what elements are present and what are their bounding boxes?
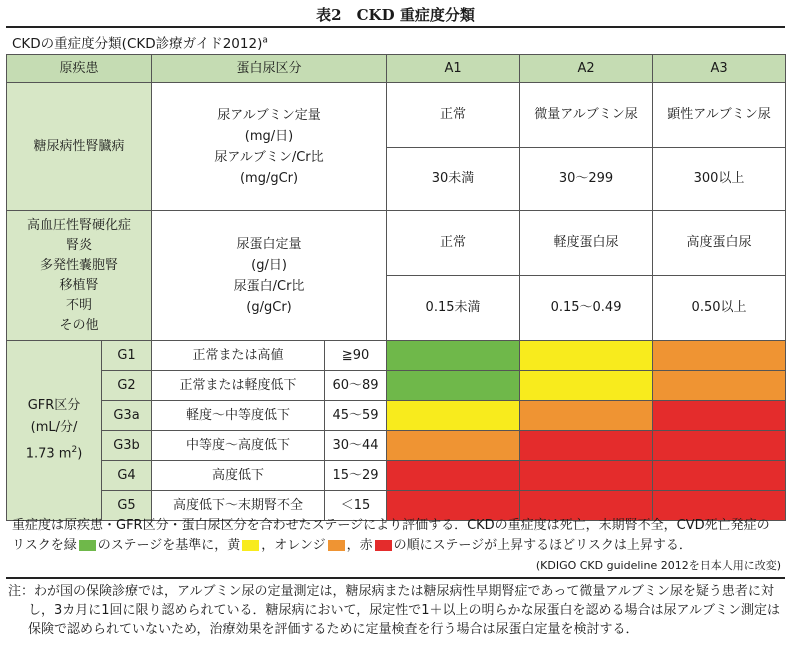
- header-a3: A3: [653, 55, 786, 83]
- diabetes-a1-label: 正常: [387, 83, 520, 148]
- header-a2: A2: [520, 55, 653, 83]
- explanation-text: [12, 516, 782, 556]
- gfr-grade: G5: [102, 491, 152, 521]
- header-cause: 原疾患: [7, 55, 152, 83]
- risk-cell-orange: [653, 371, 786, 401]
- diabetes-a3-label: 顕性アルブミン尿: [653, 83, 786, 148]
- other-a3-label: 高度蛋白尿: [653, 211, 786, 276]
- header-a1: A1: [387, 55, 520, 83]
- risk-cell-orange: [387, 431, 520, 461]
- gfr-grade: G1: [102, 341, 152, 371]
- gfr-grade: G3a: [102, 401, 152, 431]
- gfr-range: ≧90: [325, 341, 387, 371]
- gfr-range: 60～89: [325, 371, 387, 401]
- cause-line: その他: [59, 317, 99, 333]
- cause-line: 腎炎: [66, 237, 93, 253]
- yellow-swatch: [242, 540, 259, 551]
- gfr-desc: 正常または軽度低下: [152, 371, 325, 401]
- gfr-unit: 1.73 m: [25, 446, 72, 462]
- risk-cell-yellow: [520, 371, 653, 401]
- green-swatch: [79, 540, 96, 551]
- risk-cell-red: [520, 431, 653, 461]
- measure-line: (g/日): [251, 257, 287, 273]
- cause-line: 多発性嚢胞腎: [40, 257, 119, 273]
- other-a2-value: 0.15～0.49: [520, 276, 653, 341]
- diabetes-a3-value: 300以上: [653, 148, 786, 211]
- gfr-desc: 高度低下: [152, 461, 325, 491]
- diabetes-cause: 糖尿病性腎臓病: [7, 83, 152, 211]
- risk-cell-orange: [520, 401, 653, 431]
- risk-cell-red: [387, 461, 520, 491]
- explanation-part: の順にステージが上昇するほどリスクは上昇する．: [393, 538, 692, 553]
- risk-cell-red: [653, 461, 786, 491]
- gfr-unit-close: ): [77, 446, 83, 462]
- explanation-part: のステージを基準に，黄: [97, 538, 241, 553]
- gfr-row: [7, 461, 786, 491]
- cause-line: 移植腎: [59, 277, 99, 293]
- gfr-range: ＜15: [325, 491, 387, 521]
- gfr-desc: 中等度～高度低下: [152, 431, 325, 461]
- reference-note: (KDIGO CKD guideline 2012を日本人用に改変): [535, 559, 781, 572]
- measure-line: 尿アルブミン/Cr比: [214, 149, 324, 165]
- header-protein: 蛋白尿区分: [152, 55, 387, 83]
- gfr-row: [7, 401, 786, 431]
- gfr-range: 45～59: [325, 401, 387, 431]
- gfr-row: [7, 341, 786, 371]
- diabetes-a2-value: 30～299: [520, 148, 653, 211]
- top-rule: [6, 26, 785, 28]
- ckd-severity-table: [6, 54, 786, 521]
- subtitle-footnote-mark: a: [262, 35, 268, 46]
- measure-line: 尿アルブミン定量: [217, 107, 321, 123]
- gfr-desc: 軽度～中等度低下: [152, 401, 325, 431]
- cause-line: 高血圧性腎硬化症: [27, 217, 132, 233]
- diabetes-label-row: [7, 83, 786, 148]
- other-a1-label: 正常: [387, 211, 520, 276]
- gfr-unit-sup: 2: [71, 445, 78, 456]
- risk-cell-orange: [653, 341, 786, 371]
- gfr-row: [7, 371, 786, 401]
- measure-line: (mg/日): [244, 128, 294, 144]
- gfr-desc: 高度低下～末期腎不全: [152, 491, 325, 521]
- measure-line: (mg/gCr): [239, 170, 299, 186]
- gfr-label-line: GFR区分: [27, 398, 81, 414]
- other-a2-label: 軽度蛋白尿: [520, 211, 653, 276]
- footnote: 注：わが国の保険診療では，アルブミン尿の定量測定は，糖尿病または糖尿病性早期腎症であって微量アルブミン尿を疑う患者に対し，3カ月に1回に限り認められている．糖尿病において，尿定性で1＋以上の明らかな尿蛋白を認める場合は尿アルブミン測定は保険で認められていないため，治療効果を評価するために定量検査を行う場合は尿蛋白定量を検討する．: [8, 584, 781, 637]
- table-subtitle: [12, 32, 268, 52]
- subtitle-text: CKDの重症度分類(CKD診療ガイド2012): [12, 36, 263, 52]
- orange-swatch: [328, 540, 345, 551]
- explanation-box: [6, 513, 785, 579]
- other-label-row: [7, 211, 786, 276]
- header-row: [7, 55, 786, 83]
- explanation-part: ，赤: [346, 538, 373, 553]
- diabetes-a1-value: 30未満: [387, 148, 520, 211]
- measure-line: 尿蛋白/Cr比: [233, 278, 305, 294]
- gfr-range: 30～44: [325, 431, 387, 461]
- gfr-row: [7, 431, 786, 461]
- risk-cell-red: [520, 461, 653, 491]
- gfr-label-line: [7, 439, 101, 465]
- table-title: 表2 CKD 重症度分類: [316, 6, 475, 24]
- explanation-part: 重症度は原疾患・GFR区分・蛋白尿区分を合わせたステージにより評価する．CKDの重症度は死亡，末期腎不全，CVD死亡発症のリスクを緑: [12, 518, 770, 553]
- gfr-label-line: (mL/分/: [30, 420, 78, 436]
- other-a1-value: 0.15未満: [387, 276, 520, 341]
- cause-line: 不明: [66, 297, 93, 313]
- risk-cell-yellow: [387, 401, 520, 431]
- risk-cell-green: [387, 371, 520, 401]
- risk-cell-red: [653, 431, 786, 461]
- other-causes: [7, 211, 152, 341]
- other-a3-value: 0.50以上: [653, 276, 786, 341]
- risk-cell-red: [653, 401, 786, 431]
- gfr-desc: 正常または高値: [152, 341, 325, 371]
- gfr-grade: G2: [102, 371, 152, 401]
- risk-cell-yellow: [520, 341, 653, 371]
- measure-line: (g/gCr): [246, 299, 292, 315]
- other-measure: [152, 211, 387, 341]
- gfr-grade: G3b: [102, 431, 152, 461]
- diabetes-a2-label: 微量アルブミン尿: [520, 83, 653, 148]
- risk-cell-green: [387, 341, 520, 371]
- gfr-grade: G4: [102, 461, 152, 491]
- explanation-part: ，オレンジ: [261, 538, 326, 553]
- diabetes-measure: [152, 83, 387, 211]
- gfr-label: [7, 341, 102, 521]
- red-swatch: [375, 540, 392, 551]
- gfr-range: 15～29: [325, 461, 387, 491]
- measure-line: 尿蛋白定量: [236, 236, 302, 252]
